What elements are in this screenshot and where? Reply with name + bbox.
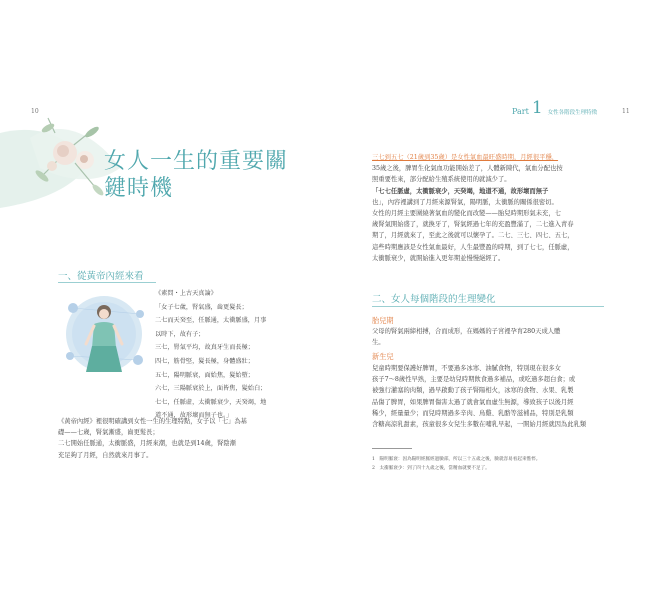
running-header (512, 100, 597, 116)
right-page-number: 11 (622, 108, 630, 115)
body-line: 充足夠了月經，自然就來月事了。 (58, 451, 153, 459)
neijing-quote (155, 287, 285, 423)
body-line: 生。 (372, 339, 385, 347)
header-part-label: Part (512, 107, 529, 116)
quote-line: 五七，陽明脈衰，面始焦，髮始墮； (155, 371, 254, 379)
left-body-text (58, 416, 290, 461)
body-line: 父母的腎氣兩締相搏，合而成形，在媽媽的子宮裡孕育280天成人體 (372, 328, 561, 335)
footnote-rule (372, 448, 412, 449)
body-line: 礎——七歲，腎氣漸盛，齒更髮長； (58, 429, 159, 437)
footnote-2: 2 太衝脈衰少：到了四十九歲之後，當精血就要不足了。 (372, 466, 490, 471)
woman-illustration (58, 288, 150, 380)
footnote-1: 1 陽明脈衰：因為陽明經脈經過臉部，所以三十五歲之後，臉就容易看起來憔悴。 (372, 457, 541, 462)
right-intro-text (372, 152, 602, 264)
quote-line: 六七，三陽脈衰於上，面皆焦，髮始白； (155, 385, 267, 393)
body-line: 照重要性來，部分配給生殖系統使用的就減少了。 (372, 176, 511, 184)
chapter-title-line-2: 鍵時機 (104, 176, 174, 201)
body-line: 含糖高涼乳甜素，孩童很多女兒生多數在哺乳早起，一開始月經就因為此乳類 (372, 421, 587, 429)
body-line: 被強行灌塞的肉類，過早啟動了孩子腎陽相火，冰寒的食物、水果、乳製 (372, 387, 574, 395)
subheading-newborn: 新生兒 (372, 352, 394, 361)
section-heading-2: 二、女人每個階段的生理變化 (372, 294, 496, 305)
section-divider-2 (372, 306, 604, 307)
body-line: 稀少，經量量少；而兒時期過多辛肉、鳥雞、乳酪等滋補品，特別是乳類 (372, 409, 574, 417)
header-part-number: 1 (531, 98, 543, 118)
left-page-number: 10 (31, 108, 39, 115)
highlight-line: 三七到五七（21歲到35歲）是女性氣血最旺盛時期，月經很平穩， (372, 154, 559, 161)
body-line: 太衝脈衰少，就開始進入更年期並慢慢絕經了。 (372, 254, 505, 262)
quote-line: 二七而天癸至，任脈通，太衝脈盛，月事 (155, 317, 267, 325)
chapter-title (104, 148, 288, 202)
chapter-title-line-1: 女人一生的重要關 (104, 149, 289, 174)
body-line: 孩子7～8歲性早熟，主要是幼兒時期飲食過多補品，或吃過多超白食；或 (372, 376, 576, 384)
quote-line: 《素問・上古天真論》 (155, 290, 217, 297)
subheading-fetal: 胎兒期 (372, 316, 394, 325)
body-line: 這些時期應該是女性氣血最好，人生最豐盈的時期，到了七七，任脈虛， (372, 243, 574, 251)
newborn-text (372, 363, 602, 430)
body-line: 《黃帝內經》裡很明確講到女性一生的生理特點，女子以「七」為基 (58, 418, 247, 425)
quote-line: 七七，任脈虛，太衝脈衰少，天癸竭，地 (155, 398, 267, 406)
body-line: 女性的月經主要圍繞著氣血的變化而改變——胎兒時期形氣未充，七 (372, 210, 561, 218)
body-line: 兒童時期要保護好脾胃，不要過多冰寒、油膩食物，特別現在很多女 (372, 365, 561, 372)
body-line: 也」，內容裡講到了月經來源腎氣，陽明脈，太衝脈的關係很密切。 (372, 198, 558, 206)
footnotes (372, 455, 602, 473)
quote-line: 以時下，故有子； (155, 330, 205, 338)
body-line: 二七開始任脈通，太衝脈盛，月經來潮，也就是到14歲，腎陰漸 (58, 440, 237, 448)
body-line: 35歲之後，脾胃生化氣血功能開始差了，人體新陳代，氣血分配也按 (372, 165, 563, 173)
quote-line: 道不通，故形壞而無子也。」 (155, 412, 233, 420)
quote-line: 三七，腎氣平均，故真牙生而長極； (155, 344, 254, 352)
quote-line: 「女子七歲，腎氣盛，齒更髮長； (155, 303, 248, 311)
quote-line: 四七，筋骨堅，髮長極，身體盛壯； (155, 357, 254, 365)
header-title: 女性各階段生理特徵 (547, 110, 598, 116)
section-heading-1: 一、從黃帝內經來看 (58, 271, 144, 282)
body-line: 期了，月經就來了，至此之後就可以懷孕了。二七、三七、四七、五七， (372, 232, 574, 240)
body-line: 歲腎氣開始盛了，就換牙了，腎氣經過七年的充盈豐滿了，二七進入青春 (372, 221, 574, 229)
section-divider-1 (58, 282, 156, 283)
body-line: 「七七任脈虛，太衝脈衰少，天癸竭，地道不通，故形壞而無子 (372, 187, 549, 195)
body-line: 品傷了脾胃，如果脾胃傷害太過了就會氣血虛生無源，導致孩子以後月經 (372, 398, 574, 406)
fetal-text (372, 326, 602, 348)
